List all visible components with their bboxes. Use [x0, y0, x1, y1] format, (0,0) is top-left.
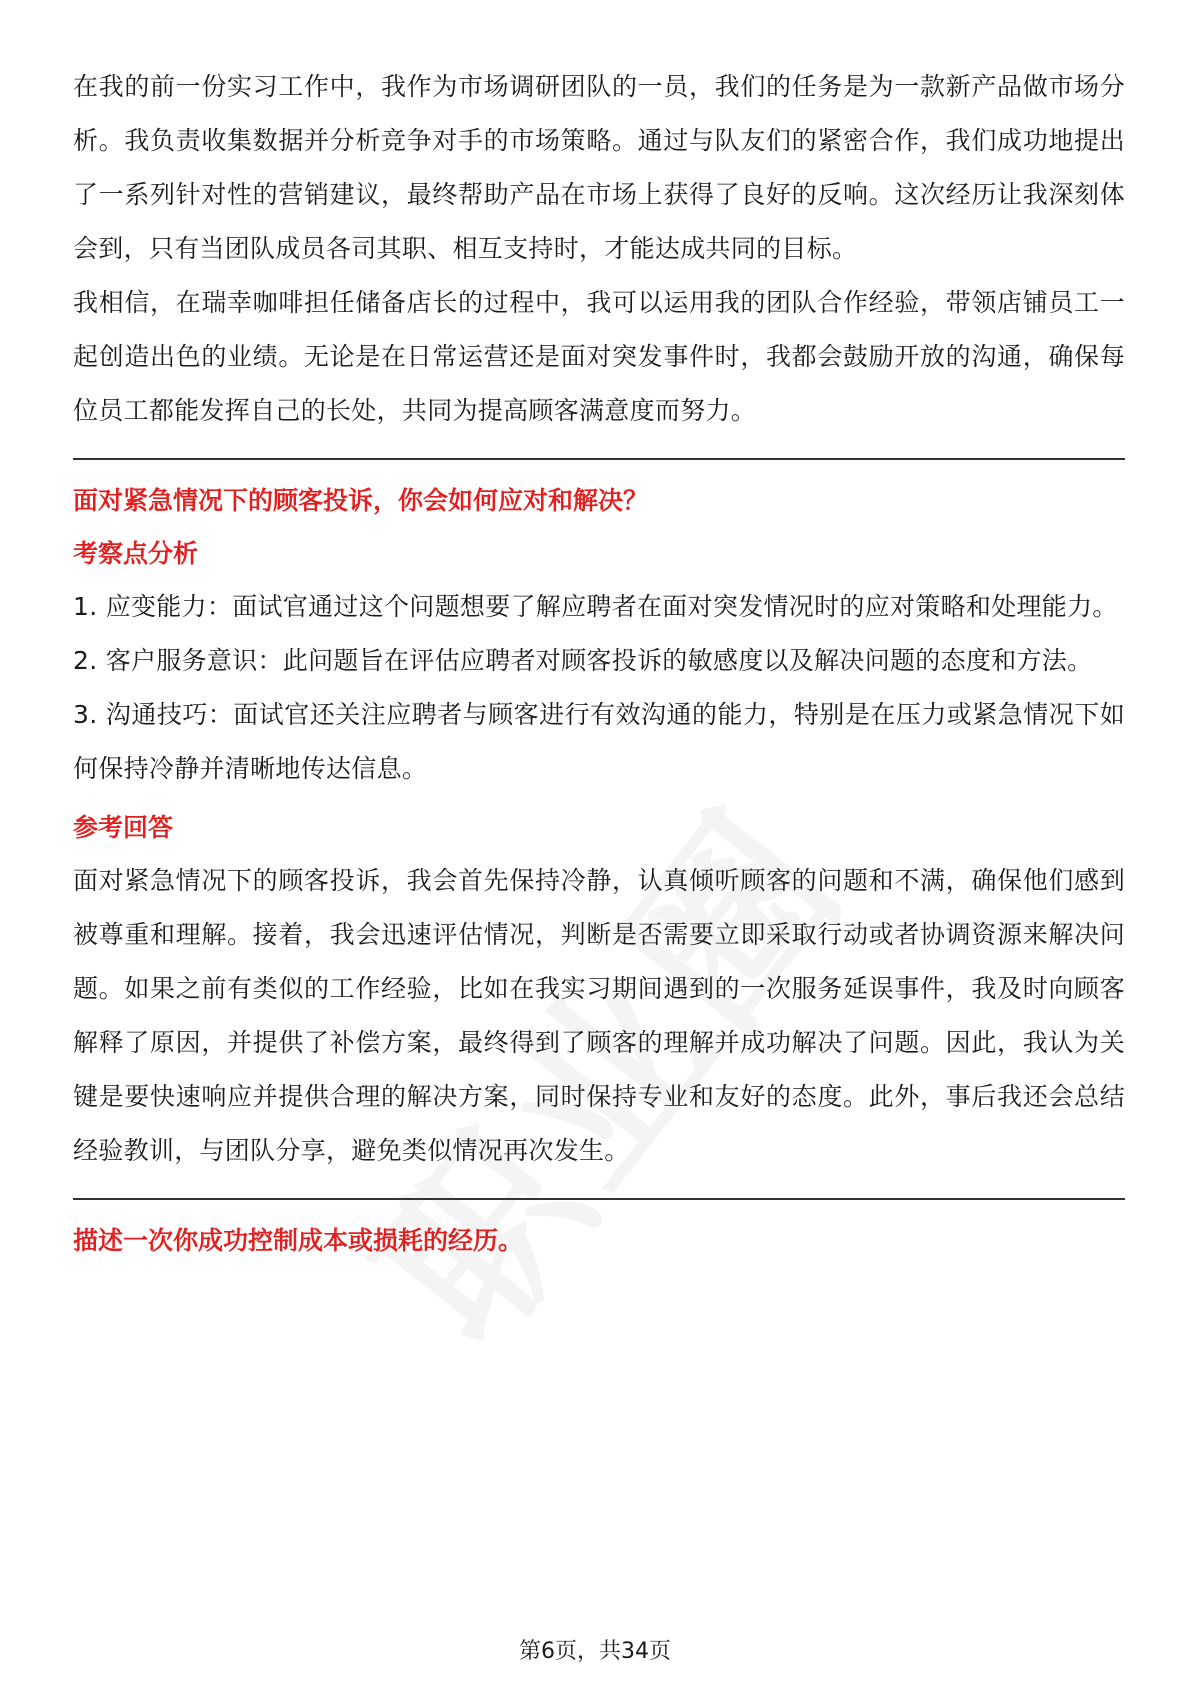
intro-paragraph: 我相信，在瑞幸咖啡担任储备店长的过程中，我可以运用我的团队合作经验，带领店铺员工一起创造出色的业绩。无论是在日常运营还是面对突发事件时，我都会鼓励开放的沟通，确保每位员工都能发挥自己的长处，共同为提高顾客满意度而努力。 [73, 288, 1125, 425]
section-divider [73, 1198, 1125, 1200]
question-title: 描述一次你成功控制成本或损耗的经历。 [73, 1226, 524, 1255]
section-divider [73, 458, 1125, 460]
page-footer: 第6页，共34页 [519, 1639, 671, 1664]
analysis-point: 1. 应变能力：面试官通过这个问题想要了解应聘者在面对突发情况时的应对策略和处理能力。 [73, 592, 1118, 621]
analysis-label: 考察点分析 [73, 539, 199, 568]
answer-text: 面对紧急情况下的顾客投诉，我会首先保持冷静，认真倾听顾客的问题和不满，确保他们感到被尊重和理解。接着，我会迅速评估情况，判断是否需要立即采取行动或者协调资源来解决问题。如果之前有类似的工作经验，比如在我实习期间遇到的一次服务延误事件，我及时向顾客解释了原因，并提供了补偿方案，最终得到了顾客的理解并成功解决了问题。因此，我认为关键是要快速响应并提供合理的解决方案，同时保持专业和友好的态度。此外，事后我还会总结经验教训，与团队分享，避免类似情况再次发生。 [73, 866, 1125, 1165]
analysis-point: 3. 沟通技巧：面试官还关注应聘者与顾客进行有效沟通的能力，特别是在压力或紧急情况下如何保持冷静并清晰地传达信息。 [73, 700, 1125, 783]
analysis-point: 2. 客户服务意识：此问题旨在评估应聘者对顾客投诉的敏感度以及解决问题的态度和方法。 [73, 646, 1093, 675]
page-content [73, 60, 1125, 1268]
intro-paragraph: 在我的前一份实习工作中，我作为市场调研团队的一员，我们的任务是为一款新产品做市场分析。我负责收集数据并分析竞争对手的市场策略。通过与队友们的紧密合作，我们成功地提出了一系列针对性的营销建议，最终帮助产品在市场上获得了良好的反响。这次经历让我深刻体会到，只有当团队成员各司其职、相互支持时，才能达成共同的目标。 [73, 72, 1125, 263]
question-title: 面对紧急情况下的顾客投诉，你会如何应对和解决？ [73, 486, 649, 515]
answer-label: 参考回答 [73, 813, 174, 842]
